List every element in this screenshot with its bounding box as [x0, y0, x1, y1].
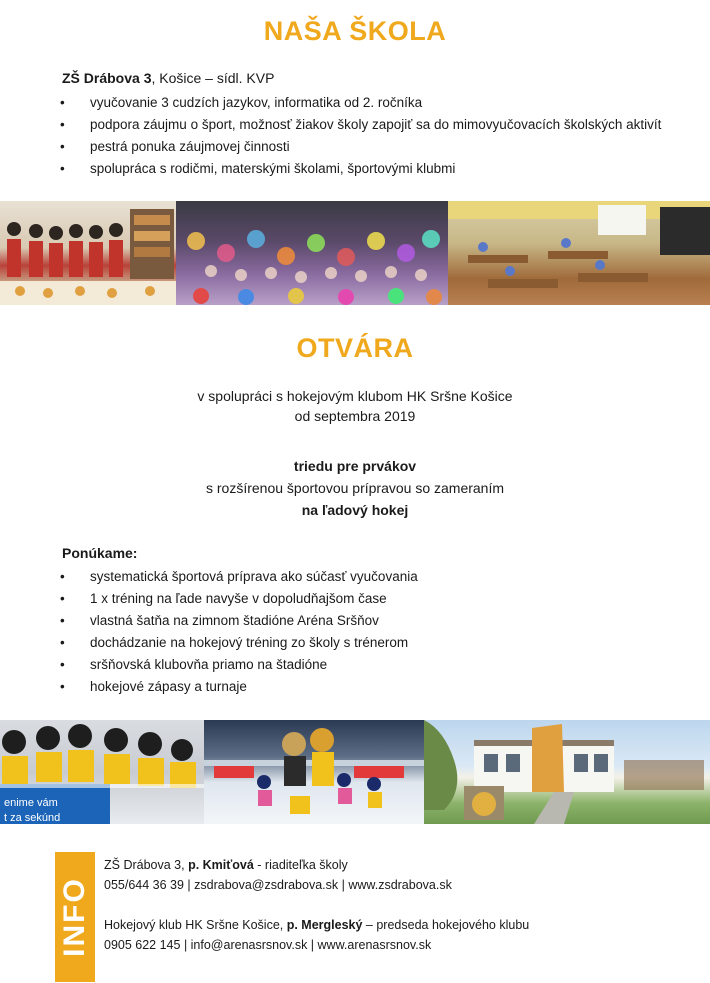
school-features-list — [60, 92, 661, 180]
arena-building-photo — [424, 720, 710, 824]
banner-text-line1: enime vám — [4, 797, 58, 809]
opens-date-line: od septembra 2019 — [294, 408, 416, 424]
school-contact-role: - riaditeľka školy — [253, 858, 348, 872]
offer-list — [60, 566, 418, 698]
list-item: • vlastná šatňa na zimnom štadióne Aréna Sršňov — [60, 610, 418, 632]
banner-text-line2: t za sekúnd — [4, 812, 61, 824]
opens-heading: OTVÁRA — [296, 333, 414, 363]
hockey-photo-strip — [0, 720, 710, 824]
young-players-photo — [0, 720, 204, 824]
list-item: • hokejové zápasy a turnaje — [60, 676, 418, 698]
school-intro-location: , Košice – sídl. KVP — [151, 70, 275, 86]
club-contact-name-line — [104, 915, 529, 935]
info-label: INFO — [58, 877, 91, 957]
school-contact-name-line — [104, 855, 452, 875]
info-bar — [55, 852, 95, 982]
club-contact — [104, 915, 529, 955]
ice-rink-photo — [204, 720, 424, 824]
opens-class-line: triedu pre prvákov — [293, 458, 417, 474]
school-intro-name: ZŠ Drábova 3 — [62, 70, 152, 86]
list-item: • vyučovanie 3 cudzích jazykov, informatika od 2. ročníka — [60, 92, 661, 114]
club-contact-name: Hokejový klub HK Sršne Košice, — [104, 918, 287, 932]
teachers-photo — [0, 201, 176, 305]
school-contact-person: p. Kmiťová — [188, 858, 254, 872]
list-item: • podpora záujmu o šport, možnosť žiakov školy zapojiť sa do mimovyučovacích školských aktivít — [60, 114, 661, 136]
opens-hockey-line: na ľadový hokej — [301, 502, 409, 518]
opens-focus-description: s rozšírenou športovou prípravou so zameraním — [205, 480, 505, 496]
children-carnival-photo — [176, 201, 448, 305]
school-heading: NAŠA ŠKOLA — [263, 16, 447, 46]
list-item: • sršňovská klubovňa priamo na štadióne — [60, 654, 418, 676]
list-item: • dochádzanie na hokejový tréning zo školy s trénerom — [60, 632, 418, 654]
list-item: • spolupráca s rodičmi, materskými školami, športovými klubmi — [60, 158, 661, 180]
club-contact-role: – predseda hokejového klubu — [362, 918, 530, 932]
classroom-photo — [448, 201, 710, 305]
list-item: • systematická športová príprava ako súčasť vyučovania — [60, 566, 418, 588]
list-item: • pestrá ponuka záujmovej činnosti — [60, 136, 661, 158]
school-contact-name: ZŠ Drábova 3, — [104, 858, 189, 872]
opens-partner-line: v spolupráci s hokejovým klubom HK Sršne Košice — [197, 388, 513, 404]
school-contact — [104, 855, 452, 895]
list-item: • 1 x tréning na ľade navyše v dopoludňajšom čase — [60, 588, 418, 610]
school-contact-details: 055/644 36 39 | zsdrabova@zsdrabova.sk | www.zsdrabova.sk — [104, 878, 452, 892]
school-intro — [62, 70, 274, 86]
club-contact-person: p. Mergleský — [286, 918, 363, 932]
offer-heading: Ponúkame: — [62, 545, 138, 561]
club-contact-details: 0905 622 145 | info@arenasrsnov.sk | www.arenasrsnov.sk — [104, 938, 432, 952]
school-photo-strip — [0, 201, 710, 305]
